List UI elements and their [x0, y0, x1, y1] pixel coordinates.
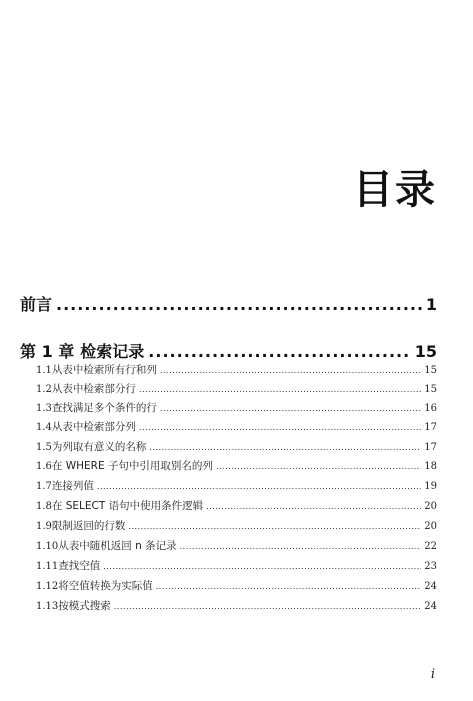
- toc-leader: [139, 385, 421, 394]
- toc-leader: [160, 404, 421, 413]
- toc-leader: [97, 482, 421, 491]
- toc-section-1-6[interactable]: [36, 458, 437, 473]
- toc-section-number: 1.4: [36, 422, 52, 433]
- toc-section-1-12[interactable]: [36, 578, 437, 593]
- toc-section-number: 1.13: [36, 601, 59, 612]
- toc-section-number: 1.11: [36, 561, 59, 572]
- toc-leader: [180, 542, 422, 551]
- toc-section-title: 按模式搜索: [58, 600, 111, 612]
- toc-section-page: 24: [424, 581, 437, 592]
- toc-section-number: 1.10: [36, 541, 59, 552]
- toc-section-number: 1.12: [36, 581, 59, 592]
- toc-section-page: 15: [424, 384, 437, 395]
- toc-chapter-title: 检索记录: [80, 342, 145, 361]
- toc-section-number: 1.2: [36, 384, 52, 395]
- toc-section-page: 20: [424, 501, 437, 512]
- toc-leader: [148, 342, 410, 361]
- toc-leader: [149, 443, 421, 452]
- toc-section-title: 限制返回的行数: [51, 520, 126, 532]
- toc-preface-page: 1: [425, 295, 437, 314]
- toc-section-page: 19: [424, 481, 437, 492]
- toc-chapter-page: 15: [414, 342, 437, 361]
- toc-preface-title: 前言: [20, 295, 53, 314]
- toc-section-title: 为列取有意义的名称: [51, 441, 147, 453]
- toc-leader: [160, 366, 421, 375]
- page-number: i: [430, 667, 435, 682]
- toc-section-number: 1.9: [36, 521, 52, 532]
- toc-entry-chapter-1[interactable]: [20, 339, 437, 362]
- toc-section-1-1[interactable]: [36, 362, 437, 377]
- toc-section-title: 连接列值: [51, 480, 94, 492]
- toc-leader: [56, 295, 422, 314]
- toc-section-page: 20: [424, 521, 437, 532]
- toc-section-title: 从表中检索部分行: [51, 383, 136, 395]
- toc-section-number: 1.5: [36, 442, 52, 453]
- toc-section-title: 从表中检索部分列: [51, 421, 136, 433]
- toc-section-1-8[interactable]: [36, 498, 437, 513]
- toc-section-number: 1.1: [36, 365, 52, 376]
- toc-section-number: 1.3: [36, 403, 52, 414]
- toc-chapter-number: 第 1 章: [20, 342, 75, 361]
- toc-section-1-10[interactable]: [36, 538, 437, 553]
- toc-section-page: 22: [424, 541, 437, 552]
- toc-leader: [206, 502, 421, 511]
- toc-section-1-7[interactable]: [36, 478, 437, 493]
- toc-leader: [103, 562, 421, 571]
- toc-section-number: 1.6: [36, 461, 52, 472]
- toc-section-1-11[interactable]: [36, 558, 437, 573]
- toc-leader: [128, 522, 421, 531]
- toc-leader: [156, 582, 422, 591]
- toc-leader: [216, 462, 421, 471]
- toc-section-title: 在 SELECT 语句中使用条件逻辑: [51, 500, 204, 512]
- toc-entry-preface[interactable]: [20, 292, 437, 315]
- page-title: 目录: [353, 167, 437, 213]
- toc-section-page: 24: [424, 601, 437, 612]
- toc-section-1-3[interactable]: [36, 400, 437, 415]
- toc-section-page: 15: [424, 365, 437, 376]
- toc-leader: [139, 423, 421, 432]
- toc-section-title: 从表中检索所有行和列: [51, 364, 157, 376]
- toc-section-1-2[interactable]: [36, 381, 437, 396]
- toc-section-page: 23: [424, 561, 437, 572]
- toc-section-number: 1.8: [36, 501, 52, 512]
- toc-section-page: 17: [424, 422, 437, 433]
- toc-section-1-9[interactable]: [36, 518, 437, 533]
- toc-section-1-4[interactable]: [36, 419, 437, 434]
- toc-section-1-5[interactable]: [36, 439, 437, 454]
- toc-section-title: 将空值转换为实际值: [58, 580, 153, 592]
- toc-section-number: 1.7: [36, 481, 52, 492]
- toc-section-page: 16: [424, 403, 437, 414]
- toc-section-title: 查找满足多个条件的行: [51, 402, 157, 414]
- toc-section-page: 18: [424, 461, 437, 472]
- toc-section-page: 17: [424, 442, 437, 453]
- toc-section-title: 从表中随机返回 n 条记录: [58, 540, 177, 552]
- toc-leader: [114, 602, 422, 611]
- toc-section-title: 查找空值: [58, 560, 101, 572]
- toc-section-1-13[interactable]: [36, 598, 437, 613]
- toc-section-title: 在 WHERE 子句中引用取别名的列: [51, 460, 213, 472]
